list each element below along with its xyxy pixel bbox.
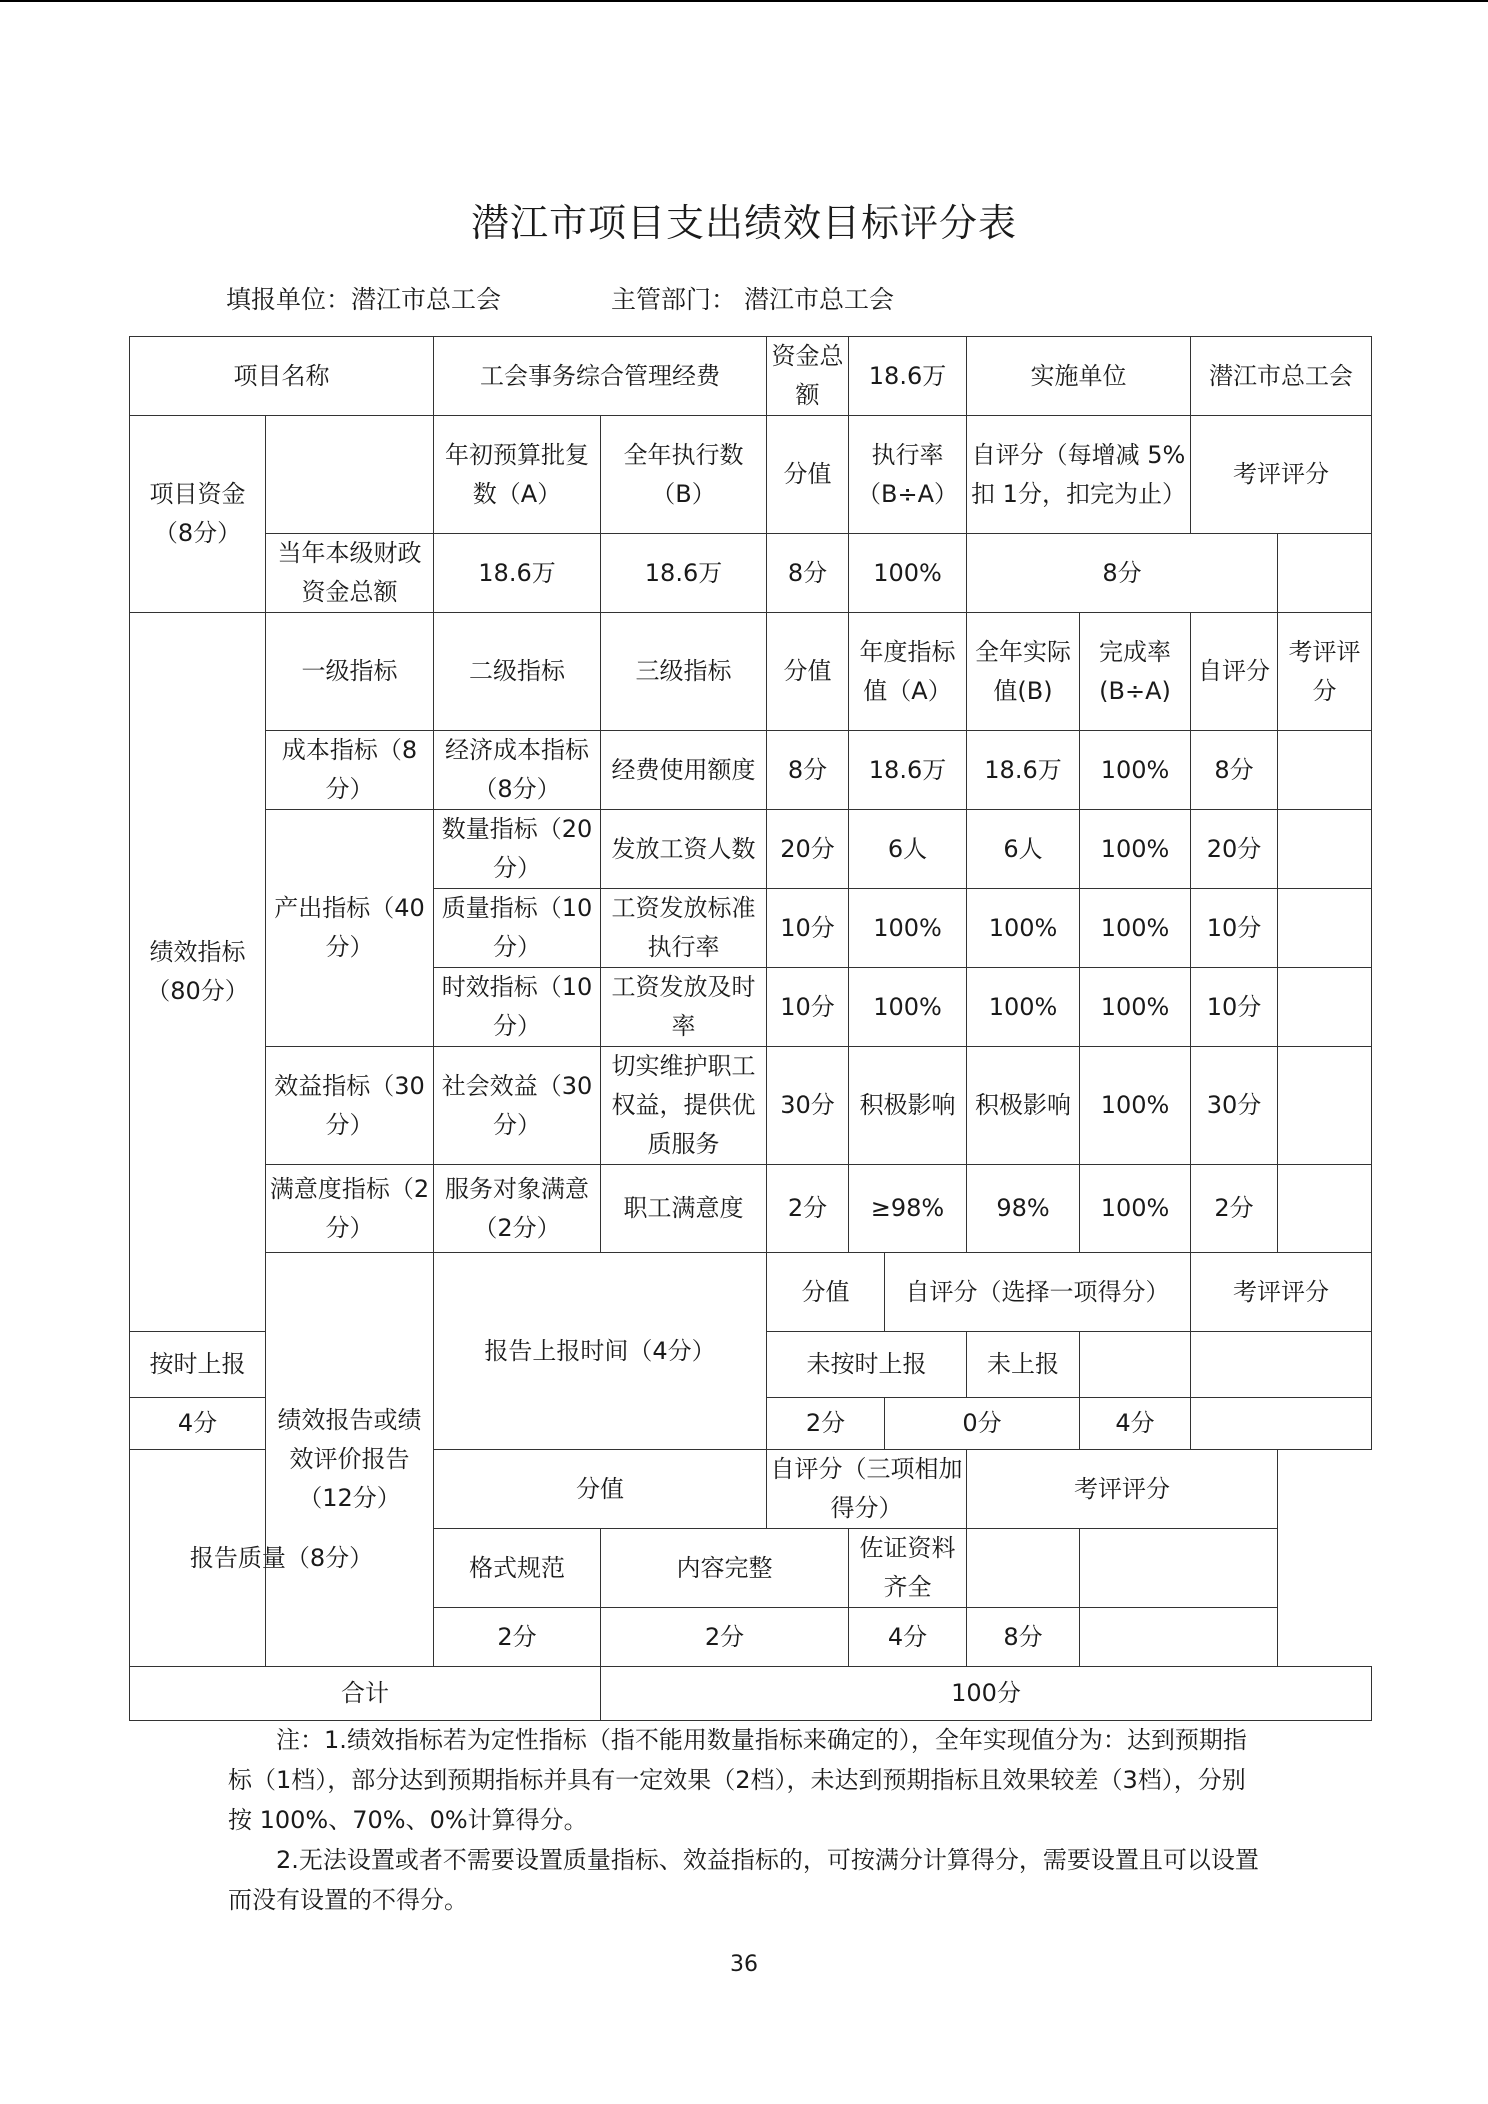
satisfaction-score: 2分 (767, 1165, 849, 1253)
note-1: 注：1.绩效指标若为定性指标（指不能用数量指标来确定的），全年实现值分为：达到预期指标（1档），部分达到预期指标并具有一定效果（2档），未达到预期指标且效果较差（3档），分别按 100%、70%、0%计算得分。 (228, 1726, 1247, 1834)
perf-header-eval: 考评评分 (1278, 613, 1372, 731)
report-time-v3: 0分 (885, 1398, 1080, 1450)
perf-header-l2: 二级指标 (434, 613, 601, 731)
score-table (129, 336, 1372, 1721)
timeliness-score: 10分 (767, 968, 849, 1047)
quality-actual: 100% (967, 889, 1080, 968)
fund-data-row (130, 534, 1372, 613)
benefit-rate: 100% (1080, 1047, 1191, 1165)
table-row (130, 810, 1372, 889)
report-time-v1: 4分 (130, 1398, 266, 1450)
report-quality-opt1: 格式规范 (434, 1529, 601, 1608)
report-time-opt2: 未按时上报 (767, 1332, 967, 1398)
quality-score: 10分 (767, 889, 849, 968)
quality-rate: 100% (1080, 889, 1191, 968)
quality-l3: 工资发放标准执行率 (601, 889, 767, 968)
page-title: 潜江市项目支出绩效目标评分表 (470, 201, 1017, 245)
report-quality-blank-a (967, 1529, 1080, 1608)
report-time-self: 4分 (1080, 1398, 1191, 1450)
fund-header-self: 自评分（每增减 5%扣 1分，扣完为止） (967, 416, 1191, 534)
fund-blank-cell (266, 416, 434, 534)
perf-header-target: 年度指标值（A） (849, 613, 967, 731)
cost-rate: 100% (1080, 731, 1191, 810)
satisfaction-l3: 职工满意度 (601, 1165, 767, 1253)
fund-self-score: 8分 (967, 534, 1278, 613)
fund-header-eval: 考评评分 (1191, 416, 1372, 534)
top-border (0, 0, 1488, 2)
table-row (130, 731, 1372, 810)
page-number: 36 (730, 1952, 758, 1977)
total-label: 合计 (130, 1667, 601, 1721)
perf-header-actual: 全年实际值(B) (967, 613, 1080, 731)
benefit-score: 30分 (767, 1047, 849, 1165)
total-row (130, 1667, 1372, 1721)
report-quality-opt2: 内容完整 (601, 1529, 849, 1608)
quality-target: 100% (849, 889, 967, 968)
quality-l2: 质量指标（10分） (434, 889, 601, 968)
report-quality-v2: 2分 (601, 1608, 849, 1667)
cost-actual: 18.6万 (967, 731, 1080, 810)
cost-l3: 经费使用额度 (601, 731, 767, 810)
report-unit: 填报单位：潜江市总工会 (226, 285, 502, 314)
quantity-target: 6人 (849, 810, 967, 889)
quantity-eval (1278, 810, 1372, 889)
satisfaction-l1: 满意度指标（2分） (266, 1165, 434, 1253)
project-name-label: 项目名称 (130, 337, 434, 416)
supervising-dept: 主管部门： 潜江市总工会 (611, 285, 894, 314)
benefit-l3: 切实维护职工权益，提供优质服务 (601, 1047, 767, 1165)
cost-eval (1278, 731, 1372, 810)
report-time-self-label: 自评分（选择一项得分） (885, 1253, 1191, 1332)
quantity-self: 20分 (1191, 810, 1278, 889)
timeliness-actual: 100% (967, 968, 1080, 1047)
report-time-score-label: 分值 (767, 1253, 885, 1332)
cost-score: 8分 (767, 731, 849, 810)
fund-header-b: 全年执行数（B） (601, 416, 767, 534)
notes (228, 1720, 1268, 1920)
project-name-row (130, 337, 1372, 416)
satisfaction-eval (1278, 1165, 1372, 1253)
quantity-actual: 6人 (967, 810, 1080, 889)
perf-header-l3: 三级指标 (601, 613, 767, 731)
table-row (130, 1047, 1372, 1165)
fund-eval-score (1278, 534, 1372, 613)
report-time-blank-b (1191, 1332, 1372, 1398)
total-fund: 18.6万 (849, 337, 967, 416)
perf-header-row (130, 613, 1372, 731)
timeliness-self: 10分 (1191, 968, 1278, 1047)
satisfaction-rate: 100% (1080, 1165, 1191, 1253)
perf-header-l1: 一级指标 (266, 613, 434, 731)
quantity-score: 20分 (767, 810, 849, 889)
perf-header-score: 分值 (767, 613, 849, 731)
report-time-eval-label: 考评评分 (1191, 1253, 1372, 1332)
benefit-l2: 社会效益（30分） (434, 1047, 601, 1165)
satisfaction-actual: 98% (967, 1165, 1080, 1253)
output-l1: 产出指标（40分） (266, 810, 434, 1047)
report-quality-blank-b (1080, 1529, 1278, 1608)
report-quality-self-label: 自评分（三项相加得分） (767, 1450, 967, 1529)
report-quality-label: 报告质量（8分） (130, 1450, 434, 1667)
report-time-opt3: 未上报 (967, 1332, 1080, 1398)
quantity-rate: 100% (1080, 810, 1191, 889)
quantity-l2: 数量指标（20分） (434, 810, 601, 889)
report-time-header-row (130, 1253, 1372, 1332)
fund-rate: 100% (849, 534, 967, 613)
report-quality-opt3: 佐证资料齐全 (849, 1529, 967, 1608)
fund-header-a: 年初预算批复数（A） (434, 416, 601, 534)
report-quality-v3: 4分 (849, 1608, 967, 1667)
report-quality-self: 8分 (967, 1608, 1080, 1667)
quantity-l3: 发放工资人数 (601, 810, 767, 889)
satisfaction-l2: 服务对象满意（2分） (434, 1165, 601, 1253)
report-time-v2: 2分 (767, 1398, 885, 1450)
project-name: 工会事务综合管理经费 (434, 337, 767, 416)
perf-header-self: 自评分 (1191, 613, 1278, 731)
timeliness-target: 100% (849, 968, 967, 1047)
benefit-eval (1278, 1047, 1372, 1165)
impl-unit-label: 实施单位 (967, 337, 1191, 416)
cost-l1: 成本指标（8分） (266, 731, 434, 810)
satisfaction-self: 2分 (1191, 1165, 1278, 1253)
cost-target: 18.6万 (849, 731, 967, 810)
fund-b: 18.6万 (601, 534, 767, 613)
total-value: 100分 (601, 1667, 1372, 1721)
timeliness-l3: 工资发放及时率 (601, 968, 767, 1047)
benefit-target: 积极影响 (849, 1047, 967, 1165)
fund-header-rate: 执行率（B÷A） (849, 416, 967, 534)
satisfaction-target: ≥98% (849, 1165, 967, 1253)
report-time-blank-a (1080, 1332, 1191, 1398)
quality-self: 10分 (1191, 889, 1278, 968)
cost-self: 8分 (1191, 731, 1278, 810)
fund-header-score: 分值 (767, 416, 849, 534)
fund-section-label: 项目资金（8分） (130, 416, 266, 613)
fund-row-label: 当年本级财政资金总额 (266, 534, 434, 613)
note-2: 2.无法设置或者不需要设置质量指标、效益指标的，可按满分计算得分，需要设置且可以设置而没有设置的不得分。 (228, 1846, 1259, 1914)
cost-l2: 经济成本指标（8分） (434, 731, 601, 810)
benefit-self: 30分 (1191, 1047, 1278, 1165)
total-fund-label: 资金总额 (767, 337, 849, 416)
quality-eval (1278, 889, 1372, 968)
report-quality-v1: 2分 (434, 1608, 601, 1667)
report-time-eval (1191, 1398, 1372, 1450)
report-quality-eval-label: 考评评分 (967, 1450, 1278, 1529)
timeliness-eval (1278, 968, 1372, 1047)
report-time-opt1: 按时上报 (130, 1332, 266, 1398)
report-quality-score-label: 分值 (434, 1450, 767, 1529)
benefit-actual: 积极影响 (967, 1047, 1080, 1165)
fund-a: 18.6万 (434, 534, 601, 613)
timeliness-rate: 100% (1080, 968, 1191, 1047)
timeliness-l2: 时效指标（10分） (434, 968, 601, 1047)
perf-header-rate: 完成率(B÷A) (1080, 613, 1191, 731)
benefit-l1: 效益指标（30分） (266, 1047, 434, 1165)
report-section-label: 绩效报告或绩效评价报告（12分） (266, 1253, 434, 1667)
report-quality-eval (1080, 1608, 1278, 1667)
impl-unit: 潜江市总工会 (1191, 337, 1372, 416)
fund-header-row (130, 416, 1372, 534)
perf-section-label: 绩效指标（80分） (130, 613, 266, 1332)
report-time-label: 报告上报时间（4分） (434, 1253, 767, 1450)
fund-score: 8分 (767, 534, 849, 613)
table-row (130, 1165, 1372, 1253)
